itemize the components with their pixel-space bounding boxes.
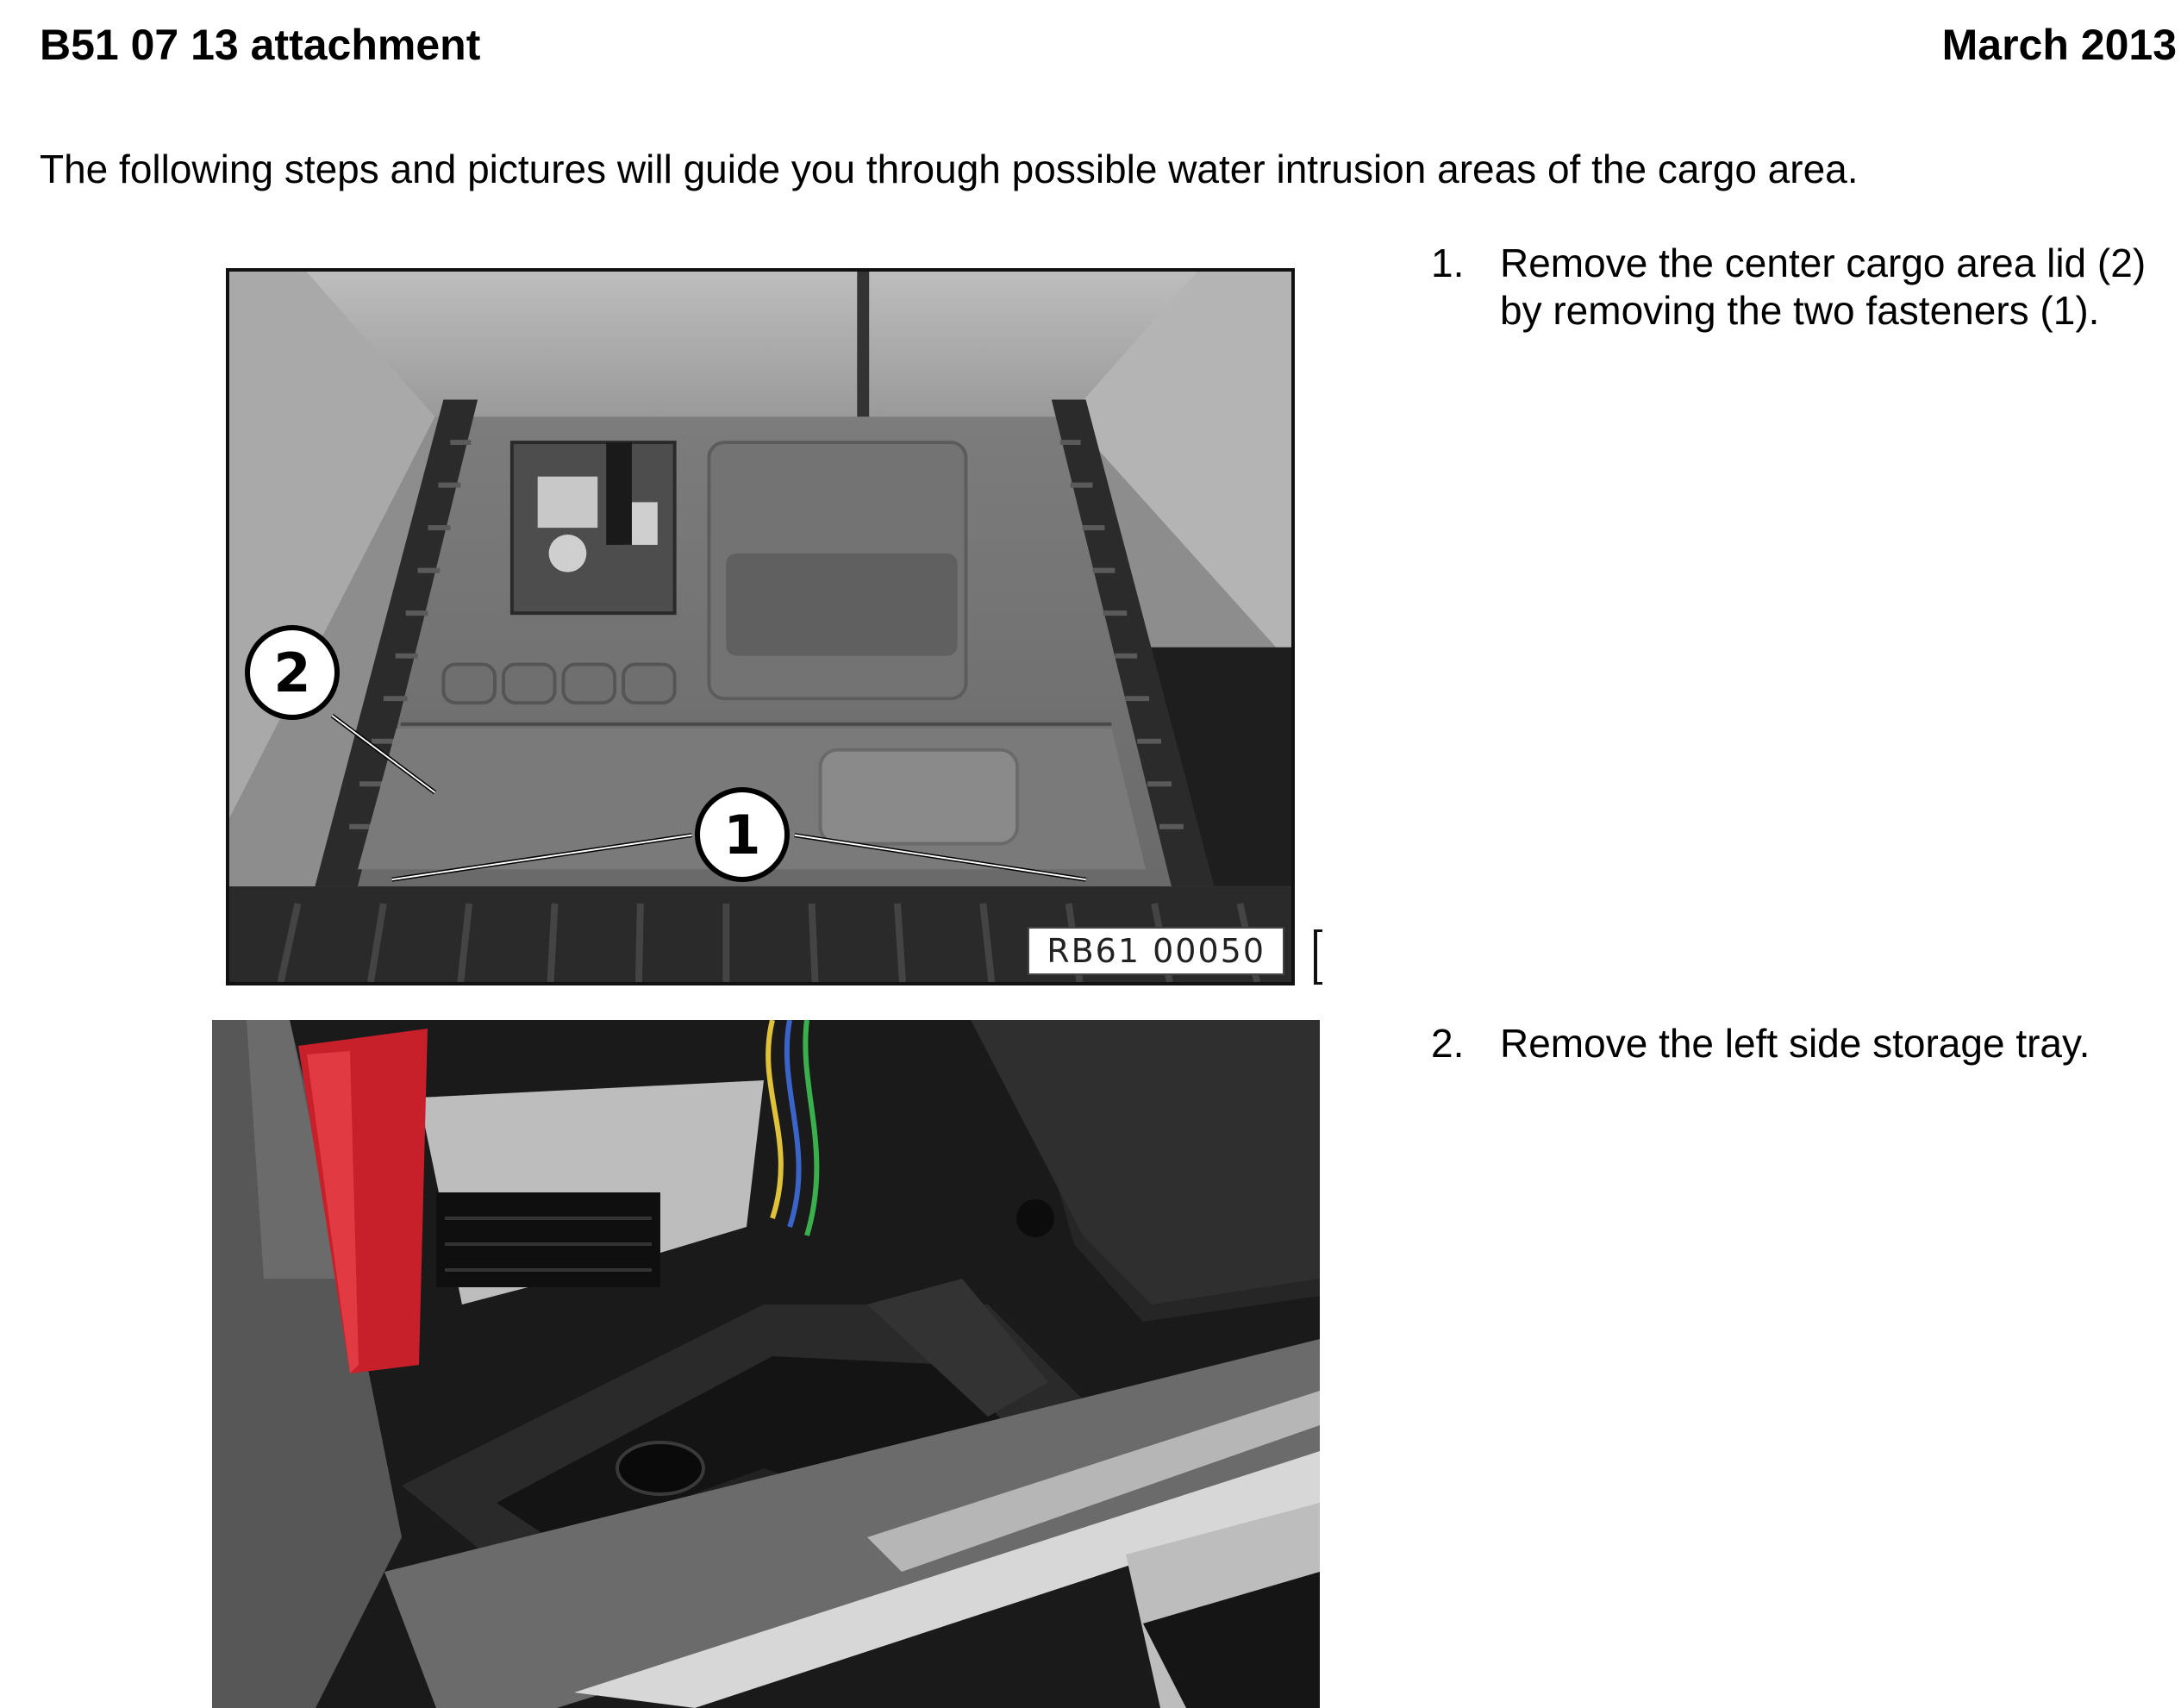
document-date: March 2013 [1941, 21, 2177, 69]
callout-lid: 2 [245, 625, 340, 720]
figure-bracket-mark [1314, 929, 1322, 985]
storage-tray-photo [212, 1020, 1320, 1708]
step-2-number: 2. [1431, 1021, 1465, 1066]
callout-fasteners: 1 [695, 787, 790, 882]
figure-reference-label: RB61 00050 [1028, 927, 1284, 975]
step-2-text: Remove the left side storage tray. [1500, 1021, 2090, 1066]
document-title: B51 07 13 attachment [40, 21, 481, 69]
step-1-number: 1. [1431, 241, 1465, 285]
step-1-text: Remove the center cargo area lid (2) by removing the two fasteners (1). [1500, 241, 2147, 333]
storage-tray-figure [212, 1020, 1320, 1708]
intro-text: The following steps and pictures will guide you through possible water intrusion areas of the cargo area. [40, 147, 1859, 191]
cargo-lid-figure [226, 268, 1295, 985]
